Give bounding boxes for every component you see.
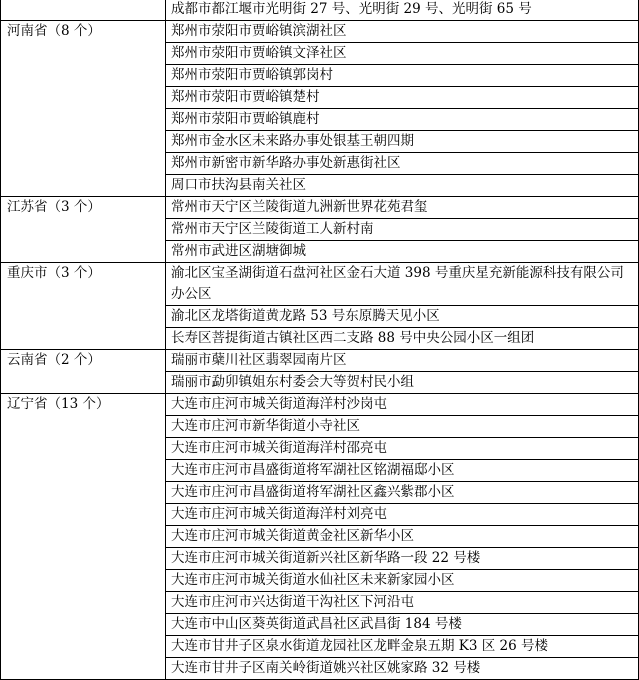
address-cell: 郑州市荥阳市贾峪镇文泽社区 [166, 43, 639, 65]
province-cell [1, 0, 166, 21]
address-cell: 郑州市荥阳市贾峪镇楚村 [166, 87, 639, 109]
address-cell: 郑州市荥阳市贾峪镇郭岗村 [166, 65, 639, 87]
table-row [1, 394, 639, 416]
address-cell: 大连市庄河市新华街道小寺社区 [166, 416, 639, 438]
address-cell: 郑州市新密市新华路办事处新惠街社区 [166, 153, 639, 175]
address-cell: 大连市庄河市昌盛街道将军湖社区铭湖福邸小区 [166, 460, 639, 482]
address-cell: 周口市扶沟县南关社区 [166, 175, 639, 197]
province-cell: 云南省（2 个） [1, 350, 166, 394]
address-cell: 大连市庄河市城关街道海洋村沙岗屯 [166, 394, 639, 416]
table-row [1, 197, 639, 219]
province-cell: 重庆市（3 个） [1, 263, 166, 350]
address-cell: 大连市甘井子区泉水街道龙园社区龙畔金泉五期 K3 区 26 号楼 [166, 636, 639, 658]
address-cell: 常州市天宁区兰陵街道工人新村南 [166, 219, 639, 241]
address-cell: 郑州市荥阳市贾峪镇鹿村 [166, 109, 639, 131]
address-cell: 常州市天宁区兰陵街道九洲新世界花苑君玺 [166, 197, 639, 219]
address-cell: 郑州市荥阳市贾峪镇滨湖社区 [166, 21, 639, 43]
table-row [1, 21, 639, 43]
address-cell: 大连市甘井子区南关岭街道姚兴社区姚家路 32 号楼 [166, 658, 639, 680]
address-cell: 大连市庄河市昌盛街道将军湖社区鑫兴紫郡小区 [166, 482, 639, 504]
address-cell: 渝北区宝圣湖街道石盘河社区金石大道 398 号重庆星充新能源科技有限公司办公区 [166, 263, 639, 306]
address-cell: 瑞丽市勐卯镇姐东村委会大等贺村民小组 [166, 372, 639, 394]
address-cell: 长寿区菩提街道古镇社区西二支路 88 号中央公园小区一组团 [166, 328, 639, 350]
table-body [1, 0, 639, 680]
address-cell: 郑州市金水区未来路办事处银基王朝四期 [166, 131, 639, 153]
address-cell: 渝北区龙塔街道黄龙路 53 号东原腾天见小区 [166, 306, 639, 328]
address-cell: 成都市都江堰市光明街 27 号、光明街 29 号、光明街 65 号 [166, 0, 639, 21]
address-cell: 常州市武进区湖塘御城 [166, 241, 639, 263]
address-cell: 瑞丽市蘖川社区翡翠园南片区 [166, 350, 639, 372]
table-row [1, 350, 639, 372]
address-cell: 大连市庄河市兴达街道干沟社区下河沿屯 [166, 592, 639, 614]
address-cell: 大连市庄河市城关街道海洋村邵亮屯 [166, 438, 639, 460]
address-cell: 大连市庄河市城关街道黄金社区新华小区 [166, 526, 639, 548]
province-cell: 江苏省（3 个） [1, 197, 166, 263]
province-cell: 河南省（8 个） [1, 21, 166, 197]
address-cell: 大连市中山区葵英街道武昌社区武昌街 184 号楼 [166, 614, 639, 636]
table-row [1, 263, 639, 306]
address-cell: 大连市庄河市城关街道新兴社区新华路一段 22 号楼 [166, 548, 639, 570]
address-cell: 大连市庄河市城关街道海洋村刘亮屯 [166, 504, 639, 526]
address-cell: 大连市庄河市城关街道水仙社区未来新家园小区 [166, 570, 639, 592]
table-row [1, 0, 639, 21]
province-cell: 辽宁省（13 个） [1, 394, 166, 680]
